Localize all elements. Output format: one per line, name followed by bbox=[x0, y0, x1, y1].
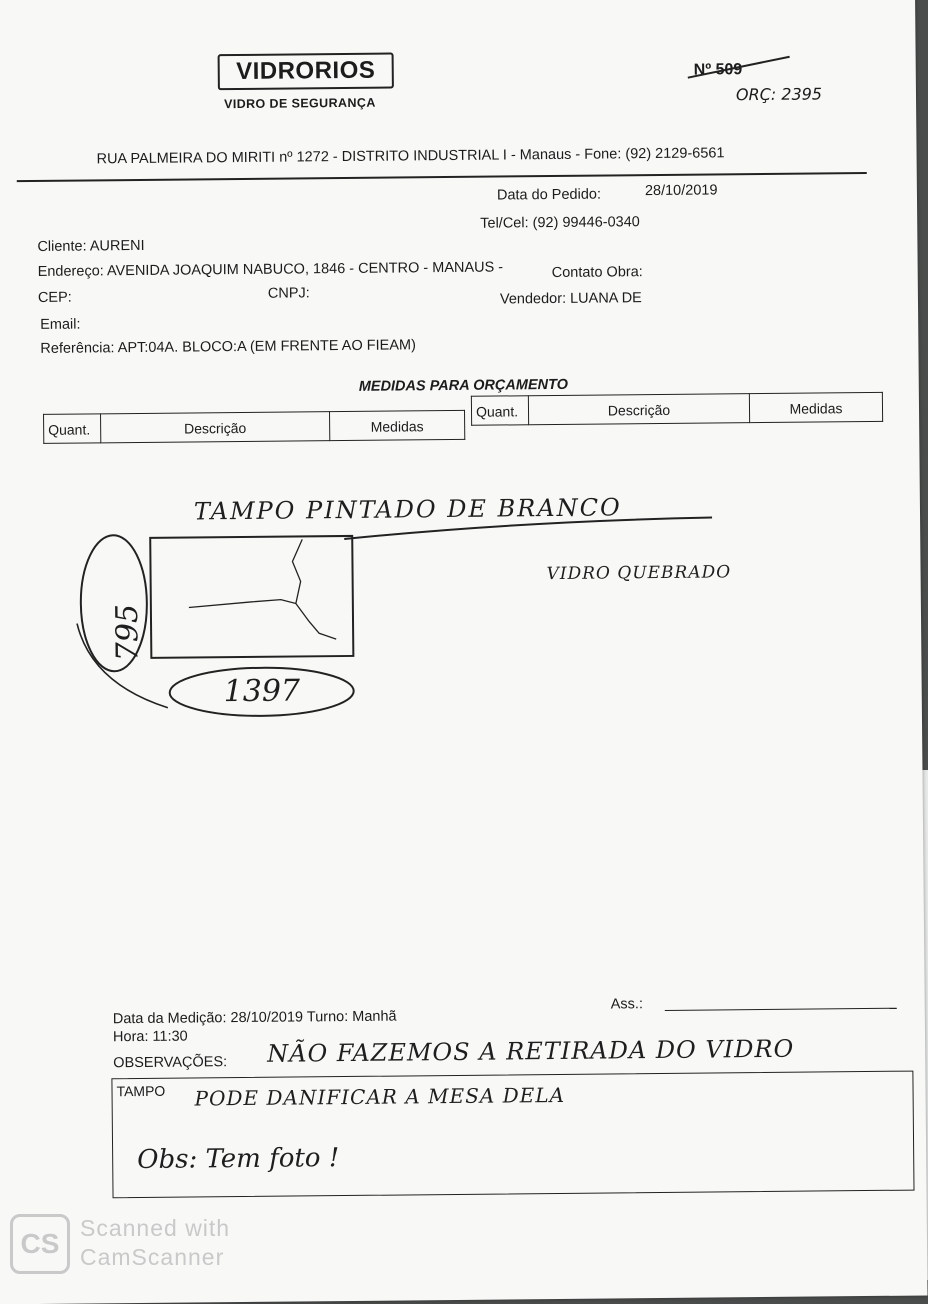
observations-label: OBSERVAÇÕES: bbox=[113, 1054, 228, 1072]
camscanner-watermark bbox=[80, 1214, 230, 1272]
camscanner-logo-icon: CS bbox=[10, 1214, 70, 1274]
item-underline bbox=[340, 505, 720, 549]
client-name: Cliente: AURENI bbox=[37, 237, 145, 255]
handwritten-note: VIDRO QUEBRADO bbox=[546, 562, 732, 585]
handwritten-observation: NÃO FAZEMOS A RETIRADA DO VIDRO bbox=[267, 1034, 795, 1068]
company-address: RUA PALMEIRA DO MIRITI nº 1272 - DISTRITO INDUSTRIAL I - Manaus - Fone: (92) 2129-6561 bbox=[96, 145, 725, 168]
observations-box bbox=[111, 1071, 914, 1199]
measurement-time: Hora: 11:30 bbox=[112, 1028, 188, 1046]
header-divider bbox=[17, 172, 867, 182]
column-quant: Quant. bbox=[471, 396, 528, 426]
order-date-value: 28/10/2019 bbox=[644, 182, 718, 200]
handwritten-width: 1397 bbox=[223, 673, 301, 710]
column-medidas: Medidas bbox=[330, 410, 465, 440]
order-date-label: Data do Pedido: bbox=[496, 186, 602, 204]
cnpj: CNPJ: bbox=[267, 285, 310, 302]
salesperson: Vendedor: LUANA DE bbox=[499, 290, 642, 308]
column-descricao: Descrição bbox=[528, 394, 749, 425]
reference: Referência: APT:04A. BLOCO:A (EM FRENTE AO FIEAM) bbox=[40, 337, 416, 357]
measures-table-left bbox=[43, 410, 465, 444]
measures-title: MEDIDAS PARA ORÇAMENTO bbox=[358, 376, 569, 395]
signature-line bbox=[665, 1008, 897, 1011]
shift: Turno: Manhã bbox=[306, 1008, 397, 1026]
signature-label: Ass.: bbox=[610, 996, 644, 1013]
company-logo: VIDRORIOS bbox=[218, 53, 394, 91]
handwritten-item: TAMPO PINTADO DE BRANCO bbox=[193, 493, 622, 526]
watermark-line-2: CamScanner bbox=[80, 1244, 225, 1270]
column-medidas: Medidas bbox=[749, 392, 882, 422]
box-label: TAMPO bbox=[116, 1082, 166, 1100]
measures-table-right bbox=[471, 392, 883, 426]
email: Email: bbox=[40, 316, 81, 333]
company-tagline: VIDRO DE SEGURANÇA bbox=[223, 95, 376, 112]
handwritten-photo-note: Obs: Tem foto ! bbox=[137, 1143, 340, 1176]
client-address: Endereço: AVENIDA JOAQUIM NABUCO, 1846 - CENTRO - MANAUS - bbox=[37, 259, 504, 280]
measurement-date bbox=[113, 1009, 397, 1028]
column-descricao: Descrição bbox=[101, 412, 330, 443]
quote-number: ORÇ: 2395 bbox=[735, 84, 823, 105]
strike-through-mark bbox=[686, 51, 796, 82]
form-number: Nº 509 bbox=[693, 61, 743, 79]
phone: Tel/Cel: (92) 99446-0340 bbox=[480, 214, 640, 232]
site-contact: Contato Obra: bbox=[551, 264, 643, 282]
watermark-line-1: Scanned with bbox=[80, 1215, 231, 1241]
measurement-date-text: Data da Medição: 28/10/2019 bbox=[112, 1009, 304, 1028]
handwritten-height: 795 bbox=[109, 603, 146, 662]
handwritten-observation-2: PODE DANIFICAR A MESA DELA bbox=[194, 1082, 566, 1111]
column-quant: Quant. bbox=[44, 414, 101, 444]
cep: CEP: bbox=[37, 289, 72, 306]
